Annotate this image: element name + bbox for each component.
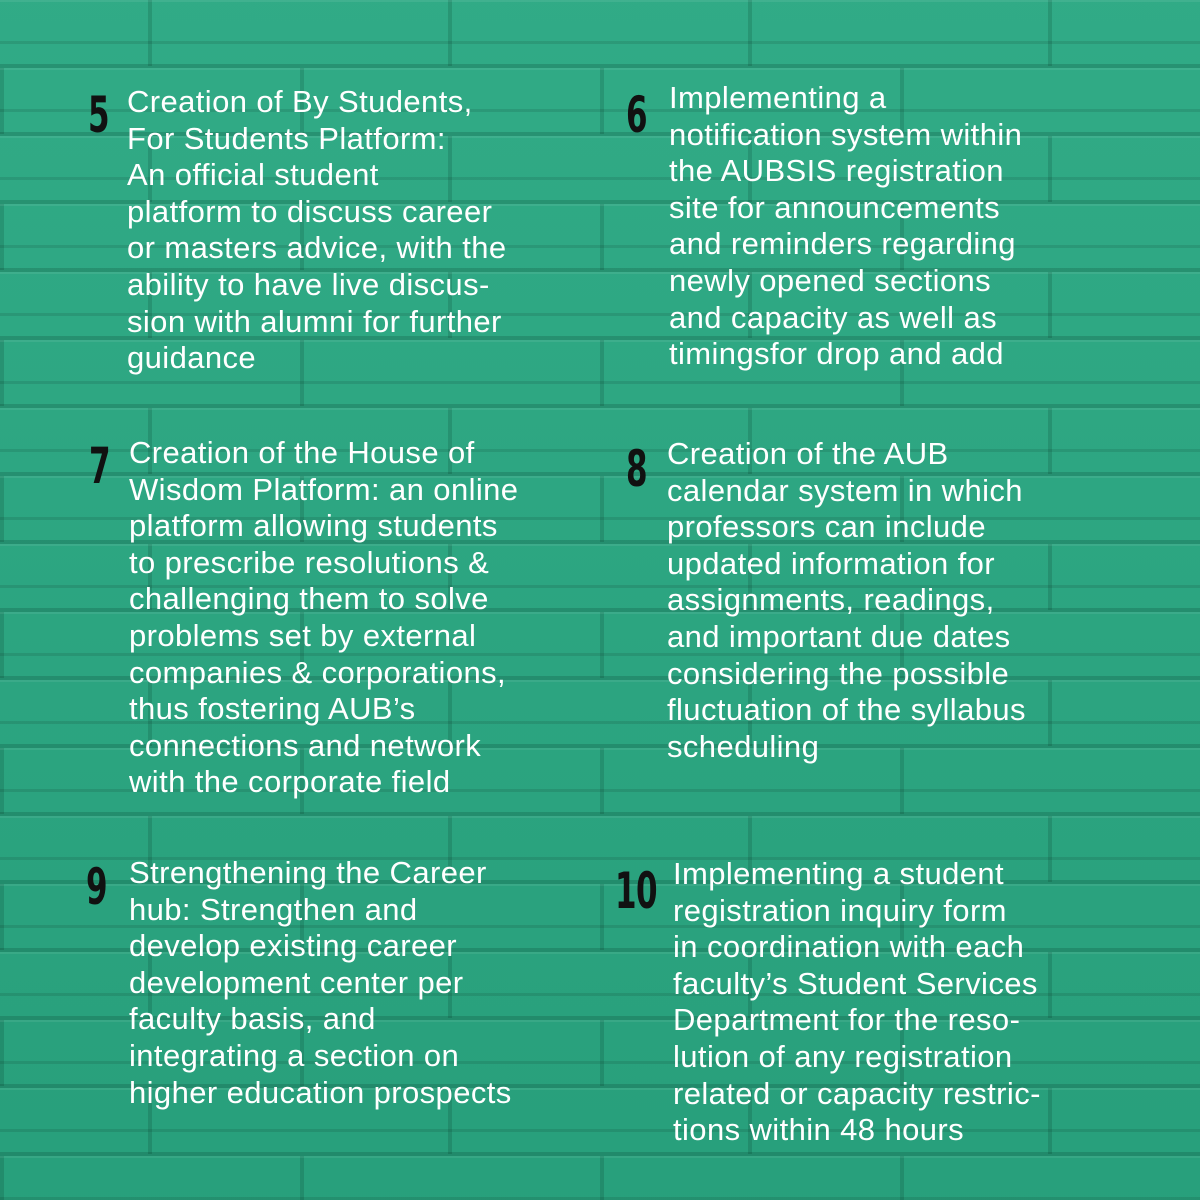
text-line: tions within 48 hours: [673, 1112, 965, 1148]
text-line: For Students Platform:: [127, 120, 446, 156]
text-line: Creation of the AUB: [667, 436, 949, 471]
text-line: or masters advice, with the: [127, 230, 507, 266]
text-line: newly opened sections: [669, 262, 992, 298]
item-text: [669, 80, 1022, 373]
text-line: and reminders regarding: [669, 226, 1016, 262]
text-line: platform to discuss career: [127, 193, 493, 229]
text-line: updated information for: [667, 545, 996, 581]
text-line: Creation of By Students,: [127, 84, 473, 119]
item-number: 5: [88, 86, 109, 144]
text-line: calendar system in which: [667, 472, 1023, 508]
text-line: scheduling: [667, 728, 820, 764]
item-number: 10: [615, 862, 657, 920]
text-line: Implementing a: [669, 80, 887, 115]
text-line: related or capacity restric-: [673, 1075, 1041, 1111]
text-line: Strengthening the Career: [129, 855, 487, 890]
text-line: higher education prospects: [129, 1074, 512, 1110]
text-line: development center per: [129, 964, 464, 1000]
text-line: faculty basis, and: [129, 1001, 376, 1037]
item-number: 8: [626, 440, 647, 498]
text-line: problems set by external: [129, 617, 477, 653]
text-line: fluctuation of the syllabus: [667, 692, 1026, 728]
text-line: guidance: [127, 340, 257, 376]
item-number: 7: [89, 437, 110, 495]
text-line: hub: Strengthen and: [129, 891, 418, 927]
text-line: integrating a section on: [129, 1037, 460, 1073]
item-text: [129, 855, 512, 1111]
text-line: considering the possible: [667, 655, 1010, 691]
text-line: assignments, readings,: [667, 582, 995, 618]
text-line: Department for the reso-: [673, 1002, 1021, 1038]
text-line: Implementing a student: [673, 856, 1005, 891]
item-text: [667, 436, 1026, 765]
text-line: connections and network: [129, 727, 482, 763]
text-line: notification system within: [669, 116, 1023, 152]
text-line: companies & corporations,: [129, 654, 507, 690]
item-text: [673, 856, 1041, 1149]
text-line: An official student: [127, 157, 379, 193]
text-line: and important due dates: [667, 618, 1011, 654]
text-line: to prescribe resolutions &: [129, 544, 490, 580]
item-text: [127, 84, 507, 377]
text-line: sion with alumni for further: [127, 303, 502, 339]
text-line: Wisdom Platform: an online: [129, 471, 519, 507]
text-line: site for announcements: [669, 189, 1001, 225]
text-line: platform allowing students: [129, 508, 498, 544]
text-line: challenging them to solve: [129, 581, 489, 617]
text-line: ability to have live discus-: [127, 266, 490, 302]
item-number: 6: [626, 86, 647, 144]
text-line: develop existing career: [129, 928, 457, 964]
text-line: in coordination with each: [673, 929, 1025, 965]
text-line: registration inquiry form: [673, 892, 1007, 928]
item-number: 9: [86, 858, 107, 916]
text-line: Creation of the House of: [129, 435, 475, 470]
text-line: with the corporate field: [129, 764, 451, 800]
text-line: thus fostering AUB’s: [129, 691, 416, 727]
text-line: and capacity as well as: [669, 299, 997, 335]
text-line: professors can include: [667, 509, 986, 545]
text-line: timingsfor drop and add: [669, 336, 1004, 372]
text-line: the AUBSIS registration: [669, 153, 1004, 189]
text-line: lution of any registration: [673, 1038, 1013, 1074]
text-line: faculty’s Student Services: [673, 965, 1038, 1001]
item-text: [129, 435, 518, 801]
